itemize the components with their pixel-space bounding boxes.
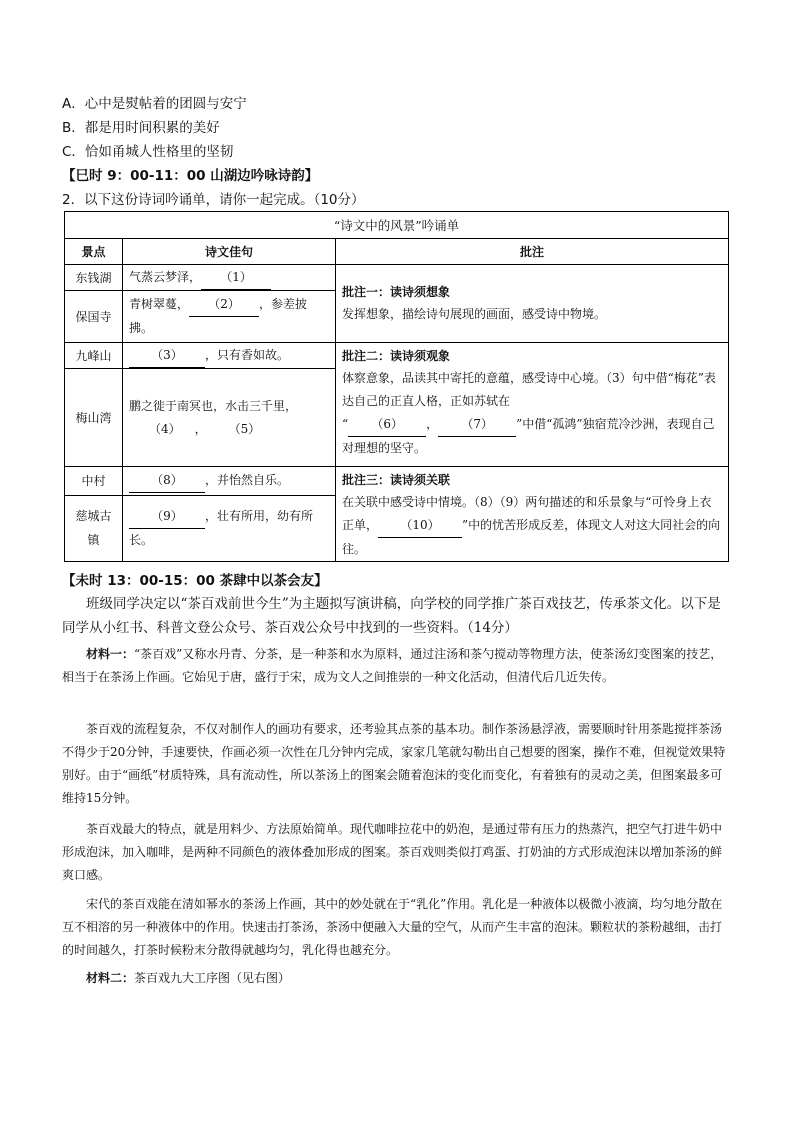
note-cell xyxy=(336,265,729,343)
option-c: C．恰如甬城人性格里的坚韧 xyxy=(62,144,234,160)
table-row xyxy=(65,265,729,291)
answer-blank[interactable]: （10） xyxy=(378,514,462,538)
place-cell: 中村 xyxy=(65,467,123,496)
place-cell: 慈城古镇 xyxy=(65,495,123,561)
line-text: 青树翠蔓， xyxy=(129,297,190,311)
table-row xyxy=(65,467,729,496)
table-caption: “诗文中的风景”吟诵单 xyxy=(65,212,729,239)
option-b: B．都是用时间积累的美好 xyxy=(62,120,220,136)
header-lines: 诗文佳句 xyxy=(123,239,336,265)
intro-paragraph: 班级同学决定以“茶百戏前世今生”为主题拟写演讲稿，向学校的同学推广茶百戏技艺，传承茶文化。以下是同学从小红书、科普文登公众号、茶百戏公众号中找到的一些资料。（14分） xyxy=(62,596,721,636)
option-a: A．心中是熨帖着的团圆与安宁 xyxy=(62,96,247,112)
note-body: 体察意象，品读其中寄托的意蕴，感受诗中心境。（3）句中借“梅花”表达自己的正直人格，正如苏轼在 “ （6） ， （7） ”中借“孤鸿”独宿荒冷沙洲，表现自己对理想的坚守。 xyxy=(342,371,716,455)
schedule-heading-wei: 【未时 13：00-15：00 茶肆中以茶会友】 xyxy=(62,573,328,589)
line-text: ，并怡然自乐。 xyxy=(205,472,290,487)
answer-blank[interactable]: （4） xyxy=(149,421,181,436)
place-cell: 梅山湾 xyxy=(65,369,123,467)
place-cell: 九峰山 xyxy=(65,343,123,369)
poem-line-cell xyxy=(123,495,336,561)
answer-blank[interactable]: （5） xyxy=(228,421,261,436)
answer-blank[interactable]: （6） xyxy=(348,413,426,437)
line-text: ，壮有所用，幼有所长。 xyxy=(129,508,314,547)
note-text: 在关联中感受诗中情境。（8）（9）两句描述的和乐景象与“可怜身上衣正单， xyxy=(342,495,712,532)
recitation-table xyxy=(64,211,729,562)
schedule-heading-si: 【巳时 9：00-11：00 山湖边吟咏诗韵】 xyxy=(62,168,319,184)
answer-blank[interactable]: （1） xyxy=(201,266,271,290)
note-title: 批注三：读诗须关联 xyxy=(342,473,451,487)
material-1-para-3: 茶百戏最大的特点，就是用料少、方法原始简单。现代咖啡拉花中的奶泡，是通过带有压力的热蒸汽，把空气打进牛奶中形成泡沫，加入咖啡，是两种不同颜色的液体叠加形成的图案。茶百戏则类似打鸡蛋、打奶油的方式形成泡沫以增加茶汤的鲜爽口感。 xyxy=(62,822,723,882)
note-text: ”中的忧苦形成反差，体现文人对这大同社会的向往。 xyxy=(342,518,721,556)
line-text: ，参差披拂。 xyxy=(129,297,308,335)
material-label: 材料二： xyxy=(86,971,135,985)
material-2 xyxy=(62,967,730,990)
note-text: ”中借“孤鸿”独宿荒冷沙洲，表现自己对理想的坚守。 xyxy=(342,417,715,455)
poem-line-cell xyxy=(123,467,336,496)
note-cell xyxy=(336,343,729,467)
header-place: 景点 xyxy=(65,239,123,265)
answer-blank[interactable]: （8） xyxy=(129,469,205,493)
material-1-para-4: 宋代的茶百戏能在清如幂水的茶汤上作画，其中的妙处就在于“乳化”作用。乳化是一种液体以极微小液滴，均匀地分散在互不相溶的另一种液体中的作用。快速击打茶汤，茶汤中便融入大量的空气，从而产生丰富的泡沫。颗粒状的茶粉越细，击打的时间越久，打茶时候粉末分散得就越均匀，乳化得也越充分。 xyxy=(62,897,723,957)
note-body: 发挥想象，描绘诗句展现的画面，感受诗中物境。 xyxy=(342,307,607,321)
answer-blank[interactable]: （7） xyxy=(438,413,516,437)
note-text: ， xyxy=(426,417,439,431)
poem-line-cell xyxy=(123,291,336,343)
note-cell xyxy=(336,467,729,562)
note-title: 批注二：读诗须观象 xyxy=(342,349,451,363)
poem-line-cell xyxy=(123,369,336,467)
line-text: ，只有香如故。 xyxy=(205,347,290,362)
place-cell: 保国寺 xyxy=(65,291,123,343)
note-text: 体察意象，品读其中寄托的意蕴，感受诗中心境。（3）句中借“梅花”表达自己的正直人格，正如苏轼在 xyxy=(342,371,716,408)
note-title: 批注一：读诗须想象 xyxy=(342,285,451,299)
poem-line-cell xyxy=(123,265,336,291)
answer-blank[interactable]: （3） xyxy=(129,344,205,368)
note-body xyxy=(342,491,722,561)
place-cell: 东钱湖 xyxy=(65,265,123,291)
material-text: “茶百戏”又称水丹青、分茶，是一种茶和水为原料，通过注汤和茶勺搅动等物理方法，使茶汤幻变图案的技艺，相当于在茶汤上作画。它始见于唐，盛行于宋，成为文人之间推崇的一种文化活动，但清代后几近失传。 xyxy=(62,647,723,684)
material-1-para-2: 茶百戏的流程复杂，不仅对制作人的画功有要求，还考验其点茶的基本功。制作茶汤悬浮液，需要顺时针用茶匙搅拌茶汤不得少于20分钟，手速要快，作画必须一次性在几分钟内完成，家家几笔就勾勒出自己想要的图案，操作不难，但视觉效果特别好。由于“画纸”材质特殊，具有流动性，所以茶汤上的图案会随着泡沫的变化而变化，有着独有的灵动之美，但图案最多可维持15分钟。 xyxy=(62,722,726,805)
material-label: 材料一： xyxy=(86,647,135,661)
header-notes: 批注 xyxy=(336,239,729,265)
answer-blank[interactable]: （2） xyxy=(189,293,259,317)
question-2: 2．以下这份诗词吟诵单，请你一起完成。（10分） xyxy=(62,192,365,208)
material-1-para-1 xyxy=(62,643,730,689)
line-text: 气蒸云梦泽， xyxy=(129,269,202,284)
poem-line-cell xyxy=(123,343,336,369)
material-text: 茶百戏九大工序图（见右图） xyxy=(134,971,291,985)
line-text: ， xyxy=(194,421,207,436)
line-text: 鹏之徙于南冥也，水击三千里， xyxy=(129,398,298,413)
table-row xyxy=(65,343,729,369)
answer-blank[interactable]: （9） xyxy=(129,505,205,529)
